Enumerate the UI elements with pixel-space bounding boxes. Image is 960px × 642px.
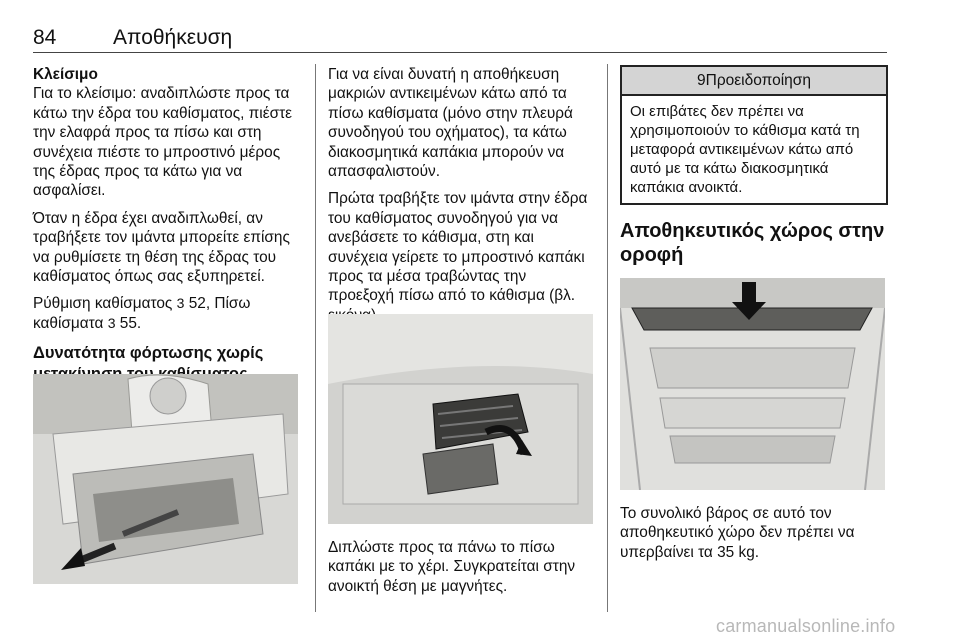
column-right-bottom [620, 504, 888, 570]
paragraph-close: Για το κλείσιμο: αναδιπλώστε προς τα κάτω την έδρα του καθίσματος, πιέστε την ελαφρά προς τα πίσω και στη συνέχεια πιέστε το μπροστινό μέρος της έδρας προς τα κάτω για να ασφαλίσει. [33, 85, 293, 200]
ref-text: Ρύθμιση καθίσματος [33, 295, 177, 313]
column-left [33, 65, 303, 395]
page-title: Αποθήκευση [113, 26, 233, 49]
ref-arrow-icon: 3 [176, 295, 185, 312]
warning-text: Οι επιβάτες δεν πρέπει να χρησιμοποιούν το κάθισμα κατά τη μεταφορά αντικειμένων κάτω από αυτό με τα κάτω διακοσμητικά καπάκια ανοικτά. [630, 103, 860, 197]
column-right [620, 65, 888, 267]
warning-title: Προειδοποίηση [705, 72, 811, 89]
ref-page-2: 55. [115, 314, 142, 332]
heading-close: Κλείσιμο [33, 66, 98, 83]
heading-load: Δυνατότητα φόρτωσης χωρίς [33, 344, 264, 363]
header-rule [33, 52, 887, 53]
seat-storage-figure [33, 374, 298, 584]
seat-illustration [33, 374, 298, 584]
paragraph-folded: Όταν η έδρα έχει αναδιπλωθεί, αν τραβήξετε τον ιμάντα μπορείτε επίσης να ρυθμίσετε τη θέση της έδρας του καθίσματος όπως σας εξυπηρετεί. [33, 209, 290, 286]
paragraph-pull: Πρώτα τραβήξτε τον ιμάντα στην έδρα του καθίσματος συνοδηγού για να ανεβάσετε το κάθισμα, στη και συνέχεια γείρετε το μπροστινό καπάκι προς τα μέσα τραβώντας την προεξοχή πίσω από το κάθισμα (βλ. [328, 190, 588, 305]
roof-storage-figure [620, 278, 885, 490]
paragraph-weight: Το συνολικό βάρος σε αυτό τον αποθηκευτικό χώρο δεν πρέπει να υπερβαίνει τα 35 kg. [620, 505, 855, 561]
column-separator [315, 64, 316, 612]
column-middle [328, 65, 596, 333]
watermark: carmanualsonline.info [716, 616, 896, 636]
warning-header [622, 67, 886, 96]
roof-illustration [620, 278, 885, 490]
cover-flap-figure [328, 314, 593, 524]
paragraph-storage: Για να είναι δυνατή η αποθήκευση μακριών αντικειμένων κάτω από τα πίσω καθίσματα (μόνο στην πλευρά συνοδηγού του οχήματος), τα κάτω διακοσμητικά καπάκια μπορούν να απασφαλιστούν. [328, 66, 573, 181]
flap-illustration [328, 314, 593, 524]
ref-page-1: 52, Πίσω καθίσματα [33, 295, 251, 332]
column-separator [607, 64, 608, 612]
cross-reference [33, 294, 303, 333]
page-number: 84 [33, 26, 57, 49]
heading-roof-storage: Αποθηκευτικός χώρος στην οροφή [620, 220, 885, 267]
warning-icon: 9 [697, 72, 706, 89]
paragraph-fold: Διπλώστε προς τα πάνω το πίσω καπάκι με το χέρι. Συγκρατείται στην ανοικτή θέση με μαγνήτες. [328, 539, 576, 595]
ref-arrow-icon: 3 [107, 314, 116, 331]
warning-box [620, 65, 888, 205]
column-middle-bottom [328, 538, 596, 604]
